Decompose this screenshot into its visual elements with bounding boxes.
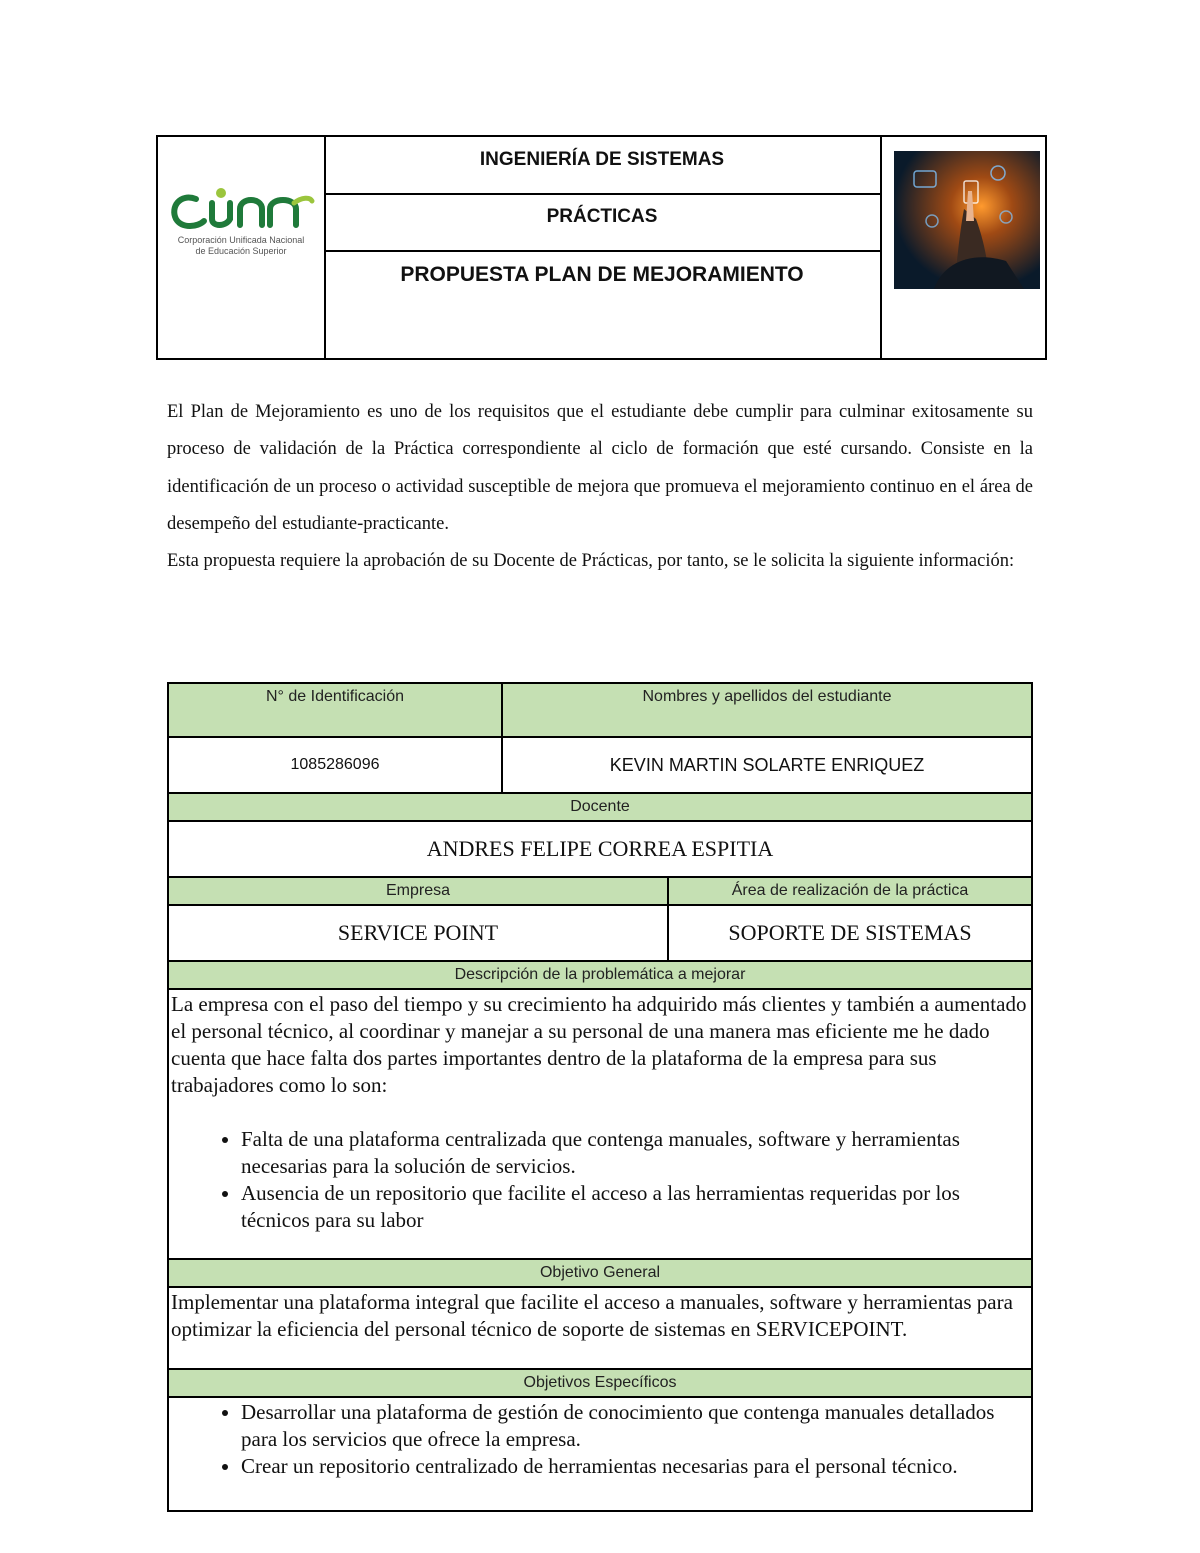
general-objective xyxy=(168,1287,1032,1369)
document-title: PROPUESTA PLAN DE MEJORAMIENTO xyxy=(400,263,804,286)
area-value: SOPORTE DE SISTEMAS xyxy=(668,905,1032,961)
problem-text: La empresa con el paso del tiempo y su crecimiento ha adquirido más clientes y también a aumentado el personal técnico, al coordinar y manejar a su personal de una manera mas eficiente me he dado cuenta que hace falta dos partes importantes dentro de la plataforma de la empresa para sus trabajadores como lo son: xyxy=(171,992,1027,1097)
practice-title: PRÁCTICAS xyxy=(324,195,880,252)
intro-paragraph-2: Esta propuesta requiere la aprobación de su Docente de Prácticas, por tanto, se le solicita la siguiente información: xyxy=(167,551,1015,572)
id-label: N° de Identificación xyxy=(168,683,502,737)
logo-subtitle-line1: Corporación Unificada Nacional xyxy=(177,235,305,245)
problem-description xyxy=(168,989,1032,1259)
proposal-table xyxy=(167,682,1033,1512)
cun-logo-icon xyxy=(166,185,316,233)
document-header xyxy=(156,135,1047,360)
logo-subtitle-line2: de Educación Superior xyxy=(195,246,287,256)
program-title: INGENIERÍA DE SISTEMAS xyxy=(324,137,880,195)
id-value: 1085286096 xyxy=(168,737,502,793)
general-objective-text: Implementar una plataforma integral que facilite el acceso a manuales, software y herramientas para optimizar la eficiencia del personal técnico de soporte de sistemas en SERVICEPOINT. xyxy=(171,1290,1013,1341)
student-name-value: KEVIN MARTIN SOLARTE ENRIQUEZ xyxy=(502,737,1032,793)
specific-objectives xyxy=(168,1397,1032,1511)
teacher-label: Docente xyxy=(168,793,1032,821)
technology-touch-image xyxy=(894,151,1040,289)
problem-bullet: • Ausencia de un repositorio que facilite el acceso a las herramientas requeridas por los técnicos para su labor xyxy=(241,1180,1029,1234)
company-value: SERVICE POINT xyxy=(168,905,668,961)
problem-label: Descripción de la problemática a mejorar xyxy=(168,961,1032,989)
student-name-label: Nombres y apellidos del estudiante xyxy=(502,683,1032,737)
problem-bullet: • Falta de una plataforma centralizada que contenga manuales, software y herramientas necesarias para la solución de servicios. xyxy=(241,1126,1029,1180)
logo-subtitle xyxy=(166,235,316,257)
logo-cell xyxy=(158,137,326,358)
specific-objectives-label: Objetivos Específicos xyxy=(168,1369,1032,1397)
photo-cell xyxy=(880,137,1047,358)
specific-objective-bullet: • Desarrollar una plataforma de gestión de conocimiento que contenga manuales detallados para los servicios que ofrece la empresa. xyxy=(241,1399,1029,1453)
area-label: Área de realización de la práctica xyxy=(668,877,1032,905)
header-titles xyxy=(324,137,880,358)
general-objective-label: Objetivo General xyxy=(168,1259,1032,1287)
intro-text xyxy=(167,394,1033,580)
company-label: Empresa xyxy=(168,877,668,905)
intro-paragraph-1: El Plan de Mejoramiento es uno de los requisitos que el estudiante debe cumplir para culminar exitosamente su proceso de validación de la Práctica correspondiente al ciclo de formación que esté cursando. Consiste en la identificación de un proceso o actividad susceptible de mejora que promueva el mejoramiento continuo en el área de desempeño del estudiante-practicante. xyxy=(167,402,1033,534)
specific-objective-bullet: • Crear un repositorio centralizado de herramientas necesarias para el personal técnico. xyxy=(241,1453,1029,1480)
teacher-value: ANDRES FELIPE CORREA ESPITIA xyxy=(168,821,1032,877)
